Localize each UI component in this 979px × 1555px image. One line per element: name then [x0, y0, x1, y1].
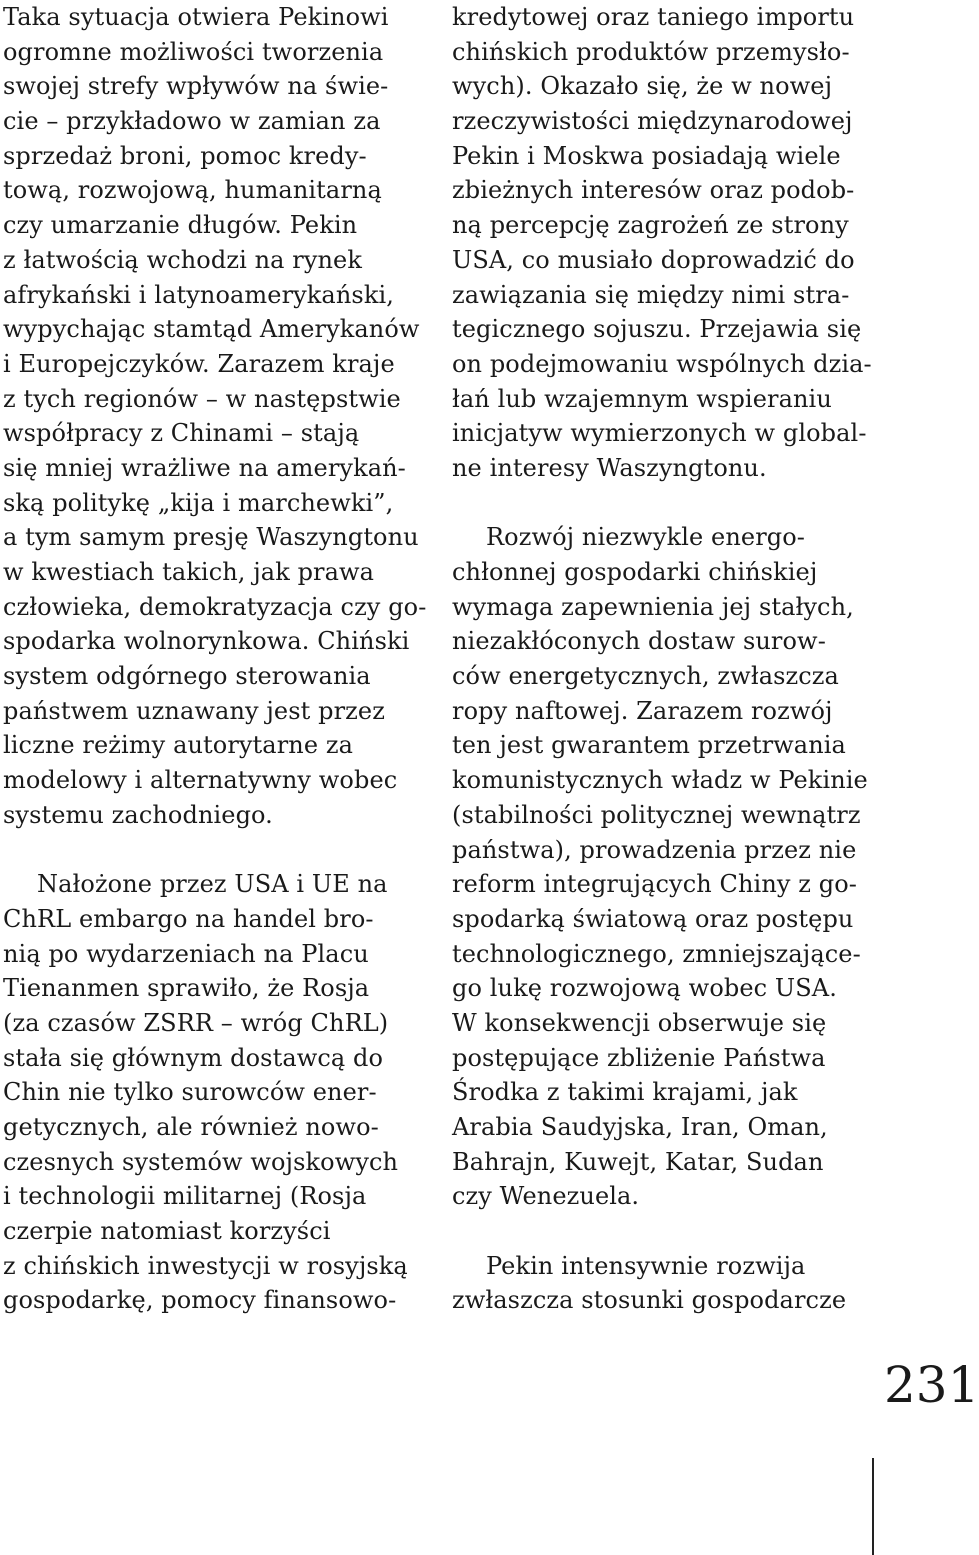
text-line: zawiązania się między nimi stra- — [452, 280, 850, 309]
text-line: chłonnej gospodarki chińskiej — [452, 558, 818, 586]
text-line: w kwestiach takich, jak prawa — [3, 558, 375, 586]
text-line: ogromne możliwości tworzenia — [3, 37, 384, 66]
text-line: postępujące zbliżenie Państwa — [452, 1043, 826, 1072]
text-line: a tym samym presję Waszyngtonu — [3, 523, 419, 552]
text-line: getycznych, ale również nowo- — [3, 1113, 379, 1141]
text-line: nią po wydarzeniach na Placu — [3, 939, 369, 968]
text-line: Rozwój niezwykle energo- — [486, 523, 806, 552]
text-line: Pekin intensywnie rozwija — [486, 1251, 806, 1280]
text-line: czy umarzanie długów. Pekin — [3, 211, 358, 240]
right-paragraph-1 — [452, 0, 882, 486]
text-line: chińskich produktów przemysło- — [452, 37, 850, 66]
text-line: z chińskich inwestycji w rosyjską — [3, 1251, 408, 1280]
text-line: czerpie natomiast korzyści — [3, 1217, 331, 1246]
text-line: kredytowej oraz taniego importu — [452, 3, 855, 31]
text-line: ChRL embargo na handel bro- — [3, 904, 374, 933]
text-line: z łatwością wchodzi na rynek — [3, 245, 363, 274]
text-line: reform integrujących Chiny z go- — [452, 870, 857, 899]
text-line: się mniej wrażliwe na amerykań- — [3, 453, 406, 482]
text-line: współpracy z Chinami – stają — [3, 419, 360, 448]
text-line: gospodarkę, pomocy finansowo- — [3, 1286, 397, 1315]
text-line: (za czasów ZSRR – wróg ChRL) — [3, 1008, 389, 1037]
text-line: W konsekwencji obserwuje się — [452, 1008, 827, 1037]
text-line: czesnych systemów wojskowych — [3, 1147, 399, 1176]
right-paragraph-2 — [452, 520, 882, 1214]
text-line: niezakłóconych dostaw surow- — [452, 627, 826, 656]
text-line: ten jest gwarantem przetrwania — [452, 731, 846, 760]
text-line: stała się głównym dostawcą do — [3, 1043, 384, 1072]
text-line: Taka sytuacja otwiera Pekinowi — [3, 3, 389, 31]
text-line: Środka z takimi krajami, jak — [452, 1078, 798, 1107]
text-line: (stabilności politycznej wewnątrz — [452, 800, 861, 829]
text-line: modelowy i alternatywny wobec — [3, 766, 398, 795]
right-column — [452, 0, 882, 1318]
text-line: i Europejczyków. Zarazem kraje — [3, 349, 395, 378]
text-line: łań lub wzajemnym wspieraniu — [452, 384, 832, 413]
text-line: inicjatyw wymierzonych w global- — [452, 419, 867, 448]
text-line: czy Wenezuela. — [452, 1182, 640, 1211]
text-line: cie – przykładowo w zamian za — [3, 107, 381, 136]
text-line: państwem uznawany jest przez — [3, 696, 385, 725]
text-line: ską politykę „kija i marchewki”, — [3, 488, 394, 517]
paragraph-gap — [452, 486, 882, 521]
text-line: wych). Okazało się, że w nowej — [452, 72, 833, 101]
text-line: państwa), prowadzenia przez nie — [452, 835, 857, 864]
text-line: Nałożone przez USA i UE na — [37, 870, 388, 899]
right-paragraph-3 — [452, 1249, 882, 1318]
text-line: Tienanmen sprawiło, że Rosja — [3, 974, 370, 1003]
text-line: ną percepcję zagrożeń ze strony — [452, 211, 849, 240]
text-line: Arabia Saudyjska, Iran, Oman, — [452, 1113, 828, 1141]
text-line: i technologii militarnej (Rosja — [3, 1182, 367, 1211]
text-line: swojej strefy wpływów na świe- — [3, 72, 389, 101]
text-line: USA, co musiało doprowadzić do — [452, 245, 855, 274]
left-paragraph-1 — [3, 0, 435, 833]
page-number: 231 — [884, 1356, 979, 1414]
text-line: ców energetycznych, zwłaszcza — [452, 662, 839, 691]
text-line: systemu zachodniego. — [3, 800, 273, 829]
text-line: człowieka, demokratyzacja czy go- — [3, 592, 427, 621]
text-line: rzeczywistości międzynarodowej — [452, 107, 853, 136]
text-line: Pekin i Moskwa posiadają wiele — [452, 141, 841, 170]
text-line: tegicznego sojuszu. Przejawia się — [452, 315, 862, 344]
text-line: sprzedaż broni, pomoc kredy- — [3, 141, 367, 170]
paragraph-gap — [3, 833, 435, 868]
text-line: spodarką światową oraz postępu — [452, 904, 854, 933]
text-line: tową, rozwojową, humanitarną — [3, 176, 382, 205]
text-line: z tych regionów – w następstwie — [3, 384, 401, 413]
text-line: afrykański i latynoamerykański, — [3, 280, 394, 309]
text-line: zwłaszcza stosunki gospodarcze — [452, 1286, 847, 1315]
text-line: technologicznego, zmniejszające- — [452, 939, 861, 968]
text-line: komunistycznych władz w Pekinie — [452, 766, 868, 795]
left-paragraph-2 — [3, 867, 435, 1318]
left-column — [3, 0, 435, 1318]
text-line: liczne reżimy autorytarne za — [3, 731, 354, 760]
text-line: ne interesy Waszyngtonu. — [452, 453, 767, 482]
text-line: wymaga zapewnienia jej stałych, — [452, 592, 854, 621]
paragraph-gap — [452, 1214, 882, 1249]
text-line: Bahrajn, Kuwejt, Katar, Sudan — [452, 1147, 824, 1176]
text-line: on podejmowaniu wspólnych dzia- — [452, 349, 872, 378]
text-line: zbieżnych interesów oraz podob- — [452, 176, 855, 205]
text-line: ropy naftowej. Zarazem rozwój — [452, 696, 833, 725]
margin-rule — [872, 1458, 874, 1555]
text-line: system odgórnego sterowania — [3, 662, 371, 691]
text-line: go lukę rozwojową wobec USA. — [452, 974, 837, 1003]
text-line: wypychając stamtąd Amerykanów — [3, 315, 420, 344]
text-line: spodarka wolnorynkowa. Chiński — [3, 627, 410, 656]
text-line: Chin nie tylko surowców ener- — [3, 1078, 377, 1107]
